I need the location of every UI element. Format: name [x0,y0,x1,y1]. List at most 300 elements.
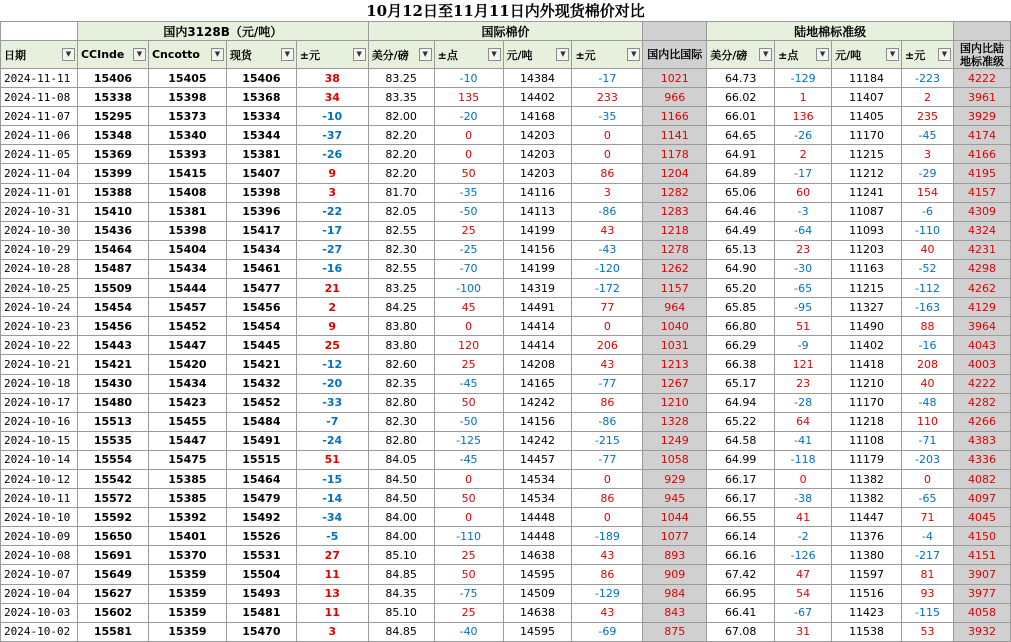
column-header-land-yuan[interactable] [832,41,902,69]
cell-intl-points[interactable]: 135 [434,88,503,107]
cell-intl-diff[interactable]: 43 [572,355,643,374]
cell-intl-cents[interactable]: 84.00 [368,527,434,546]
cell-land-cents[interactable]: 64.46 [707,202,775,221]
cell-intl-diff[interactable]: 43 [572,603,643,622]
cell-intl-cents[interactable]: 82.05 [368,202,434,221]
cell-intl-diff[interactable]: -215 [572,431,643,450]
cell-date[interactable]: 2024-11-04 [1,164,78,183]
cell-land-diff[interactable]: -6 [902,202,954,221]
cell-ratio-land[interactable]: 4309 [953,202,1010,221]
cell-intl-yuan[interactable]: 14509 [503,584,572,603]
cell-ratio-intl[interactable]: 1204 [643,164,707,183]
cell-date[interactable]: 2024-10-22 [1,336,78,355]
cell-spot[interactable]: 15421 [226,355,296,374]
cell-cncotton[interactable]: 15340 [148,126,226,145]
cell-ratio-intl[interactable]: 929 [643,469,707,488]
cell-spot[interactable]: 15334 [226,107,296,126]
cell-land-yuan[interactable]: 11179 [832,450,902,469]
cell-cncotton[interactable]: 15405 [148,69,226,88]
cell-intl-points[interactable]: 25 [434,603,503,622]
cell-spot-diff[interactable]: 2 [296,298,368,317]
column-header-intl-cents[interactable] [368,41,434,69]
cell-date[interactable]: 2024-10-15 [1,431,78,450]
cell-intl-cents[interactable]: 84.05 [368,450,434,469]
cell-spot-diff[interactable]: -7 [296,412,368,431]
cell-spot[interactable]: 15477 [226,279,296,298]
cell-spot-diff[interactable]: 9 [296,164,368,183]
cell-spot[interactable]: 15464 [226,469,296,488]
cell-intl-diff[interactable]: 43 [572,221,643,240]
cell-spot-diff[interactable]: -24 [296,431,368,450]
cell-intl-yuan[interactable]: 14448 [503,508,572,527]
cell-ratio-intl[interactable]: 1283 [643,202,707,221]
cell-intl-diff[interactable]: 0 [572,508,643,527]
cell-land-yuan[interactable]: 11241 [832,183,902,202]
cell-intl-diff[interactable]: 0 [572,145,643,164]
cell-cncotton[interactable]: 15392 [148,508,226,527]
cell-date[interactable]: 2024-10-24 [1,298,78,317]
cell-land-cents[interactable]: 64.49 [707,221,775,240]
filter-dropdown-icon[interactable]: ▼ [62,48,75,61]
cell-date[interactable]: 2024-10-17 [1,393,78,412]
cell-land-points[interactable]: 136 [775,107,832,126]
cell-ccindex[interactable]: 15513 [77,412,148,431]
cell-spot-diff[interactable]: 11 [296,603,368,622]
cell-date[interactable]: 2024-10-12 [1,469,78,488]
cell-land-diff[interactable]: -71 [902,431,954,450]
cell-land-yuan[interactable]: 11376 [832,527,902,546]
cell-spot[interactable]: 15491 [226,431,296,450]
cell-land-yuan[interactable]: 11423 [832,603,902,622]
cell-land-diff[interactable]: -223 [902,69,954,88]
cell-land-cents[interactable]: 66.01 [707,107,775,126]
cell-land-cents[interactable]: 64.73 [707,69,775,88]
cell-land-yuan[interactable]: 11184 [832,69,902,88]
cell-ratio-intl[interactable]: 1282 [643,183,707,202]
cell-date[interactable]: 2024-11-06 [1,126,78,145]
cell-ratio-intl[interactable]: 1031 [643,336,707,355]
cell-land-points[interactable]: -26 [775,126,832,145]
cell-spot[interactable]: 15470 [226,622,296,641]
cell-ratio-land[interactable]: 4129 [953,298,1010,317]
cell-ccindex[interactable]: 15602 [77,603,148,622]
cell-spot-diff[interactable]: 25 [296,336,368,355]
cell-intl-cents[interactable]: 83.35 [368,88,434,107]
cell-cncotton[interactable]: 15434 [148,259,226,278]
cell-land-yuan[interactable]: 11170 [832,126,902,145]
cell-ratio-intl[interactable]: 1213 [643,355,707,374]
cell-land-points[interactable]: 54 [775,584,832,603]
cell-intl-yuan[interactable]: 14319 [503,279,572,298]
cell-spot-diff[interactable]: 3 [296,183,368,202]
cell-date[interactable]: 2024-11-11 [1,69,78,88]
cell-ccindex[interactable]: 15454 [77,298,148,317]
cell-ccindex[interactable]: 15464 [77,240,148,259]
cell-spot[interactable]: 15504 [226,565,296,584]
cell-ratio-land[interactable]: 4043 [953,336,1010,355]
cell-intl-yuan[interactable]: 14242 [503,431,572,450]
cell-intl-cents[interactable]: 84.50 [368,469,434,488]
cell-land-points[interactable]: 2 [775,145,832,164]
cell-cncotton[interactable]: 15455 [148,412,226,431]
cell-intl-yuan[interactable]: 14638 [503,546,572,565]
cell-ccindex[interactable]: 15421 [77,355,148,374]
cell-land-diff[interactable]: -203 [902,450,954,469]
cell-intl-diff[interactable]: 86 [572,393,643,412]
cell-spot[interactable]: 15531 [226,546,296,565]
cell-intl-cents[interactable]: 83.25 [368,279,434,298]
cell-intl-diff[interactable]: -77 [572,450,643,469]
cell-land-cents[interactable]: 66.38 [707,355,775,374]
cell-ratio-intl[interactable]: 1157 [643,279,707,298]
cell-spot[interactable]: 15452 [226,393,296,412]
cell-intl-cents[interactable]: 83.25 [368,69,434,88]
cell-ccindex[interactable]: 15399 [77,164,148,183]
column-header-intl-diff[interactable] [572,41,643,69]
cell-ccindex[interactable]: 15410 [77,202,148,221]
cell-land-points[interactable]: 1 [775,88,832,107]
cell-land-cents[interactable]: 65.17 [707,374,775,393]
filter-dropdown-icon[interactable]: ▼ [938,48,951,61]
cell-land-yuan[interactable]: 11490 [832,317,902,336]
cell-ratio-land[interactable]: 4222 [953,374,1010,393]
cell-intl-yuan[interactable]: 14457 [503,450,572,469]
cell-intl-points[interactable]: -50 [434,202,503,221]
cell-spot[interactable]: 15456 [226,298,296,317]
cell-intl-cents[interactable]: 84.35 [368,584,434,603]
cell-land-points[interactable]: 51 [775,317,832,336]
cell-land-diff[interactable]: -115 [902,603,954,622]
cell-ratio-land[interactable]: 4097 [953,489,1010,508]
cell-land-cents[interactable]: 66.14 [707,527,775,546]
filter-dropdown-icon[interactable]: ▼ [353,48,366,61]
cell-land-cents[interactable]: 65.13 [707,240,775,259]
cell-ccindex[interactable]: 15295 [77,107,148,126]
cell-ratio-intl[interactable]: 966 [643,88,707,107]
cell-ccindex[interactable]: 15338 [77,88,148,107]
cell-intl-points[interactable]: -125 [434,431,503,450]
cell-ratio-intl[interactable]: 1262 [643,259,707,278]
cell-spot[interactable]: 15515 [226,450,296,469]
cell-land-yuan[interactable]: 11108 [832,431,902,450]
cell-land-diff[interactable]: 208 [902,355,954,374]
cell-spot[interactable]: 15396 [226,202,296,221]
cell-ccindex[interactable]: 15369 [77,145,148,164]
cell-intl-yuan[interactable]: 14203 [503,126,572,145]
cell-spot-diff[interactable]: -12 [296,355,368,374]
cell-intl-points[interactable]: 50 [434,565,503,584]
cell-ratio-intl[interactable]: 984 [643,584,707,603]
cell-intl-points[interactable]: -35 [434,183,503,202]
cell-land-cents[interactable]: 66.55 [707,508,775,527]
cell-ratio-land[interactable]: 3977 [953,584,1010,603]
cell-ratio-intl[interactable]: 909 [643,565,707,584]
cell-spot[interactable]: 15493 [226,584,296,603]
cell-land-yuan[interactable]: 11215 [832,145,902,164]
cell-land-points[interactable]: -28 [775,393,832,412]
cell-intl-points[interactable]: -20 [434,107,503,126]
cell-intl-yuan[interactable]: 14638 [503,603,572,622]
column-header-land-points[interactable] [775,41,832,69]
cell-intl-yuan[interactable]: 14208 [503,355,572,374]
cell-date[interactable]: 2024-10-04 [1,584,78,603]
cell-cncotton[interactable]: 15381 [148,202,226,221]
cell-ratio-intl[interactable]: 843 [643,603,707,622]
cell-intl-points[interactable]: -45 [434,450,503,469]
cell-spot-diff[interactable]: -20 [296,374,368,393]
cell-ratio-land[interactable]: 3907 [953,565,1010,584]
column-header-land-cents[interactable] [707,41,775,69]
cell-land-cents[interactable]: 66.17 [707,469,775,488]
cell-intl-yuan[interactable]: 14448 [503,527,572,546]
cell-land-points[interactable]: -65 [775,279,832,298]
cell-spot-diff[interactable]: -33 [296,393,368,412]
cell-intl-yuan[interactable]: 14156 [503,412,572,431]
cell-ccindex[interactable]: 15456 [77,317,148,336]
cell-cncotton[interactable]: 15475 [148,450,226,469]
cell-cncotton[interactable]: 15398 [148,221,226,240]
filter-dropdown-icon[interactable]: ▼ [211,48,224,61]
cell-spot-diff[interactable]: 51 [296,450,368,469]
cell-intl-diff[interactable]: 0 [572,126,643,145]
cell-land-diff[interactable]: 81 [902,565,954,584]
cell-ratio-land[interactable]: 4222 [953,69,1010,88]
cell-intl-diff[interactable]: 43 [572,546,643,565]
filter-dropdown-icon[interactable]: ▼ [133,48,146,61]
cell-ccindex[interactable]: 15487 [77,259,148,278]
cell-spot[interactable]: 15398 [226,183,296,202]
cell-intl-yuan[interactable]: 14491 [503,298,572,317]
cell-land-yuan[interactable]: 11210 [832,374,902,393]
cell-ccindex[interactable]: 15430 [77,374,148,393]
cell-intl-diff[interactable]: -120 [572,259,643,278]
cell-date[interactable]: 2024-10-14 [1,450,78,469]
cell-land-diff[interactable]: -52 [902,259,954,278]
cell-land-points[interactable]: -38 [775,489,832,508]
cell-intl-points[interactable]: 25 [434,221,503,240]
cell-land-points[interactable]: -9 [775,336,832,355]
cell-ratio-land[interactable]: 4150 [953,527,1010,546]
cell-spot[interactable]: 15454 [226,317,296,336]
cell-cncotton[interactable]: 15408 [148,183,226,202]
cell-land-yuan[interactable]: 11093 [832,221,902,240]
cell-ratio-land[interactable]: 3961 [953,88,1010,107]
cell-ratio-intl[interactable]: 1218 [643,221,707,240]
cell-intl-yuan[interactable]: 14168 [503,107,572,126]
cell-land-yuan[interactable]: 11163 [832,259,902,278]
filter-dropdown-icon[interactable]: ▼ [886,48,899,61]
cell-intl-diff[interactable]: -17 [572,69,643,88]
cell-ccindex[interactable]: 15649 [77,565,148,584]
cell-intl-yuan[interactable]: 14414 [503,336,572,355]
cell-spot[interactable]: 15461 [226,259,296,278]
cell-intl-points[interactable]: 50 [434,489,503,508]
cell-land-yuan[interactable]: 11516 [832,584,902,603]
cell-intl-diff[interactable]: 233 [572,88,643,107]
cell-intl-yuan[interactable]: 14595 [503,622,572,641]
column-header-spot-diff[interactable] [296,41,368,69]
cell-land-yuan[interactable]: 11170 [832,393,902,412]
cell-spot-diff[interactable]: 11 [296,565,368,584]
cell-intl-cents[interactable]: 82.20 [368,164,434,183]
cell-intl-diff[interactable]: -35 [572,107,643,126]
cell-date[interactable]: 2024-11-07 [1,107,78,126]
cell-land-cents[interactable]: 64.65 [707,126,775,145]
cell-intl-cents[interactable]: 82.20 [368,126,434,145]
cell-spot-diff[interactable]: 38 [296,69,368,88]
cell-intl-diff[interactable]: -129 [572,584,643,603]
cell-intl-cents[interactable]: 82.35 [368,374,434,393]
cell-land-points[interactable]: -41 [775,431,832,450]
cell-intl-diff[interactable]: -86 [572,412,643,431]
cell-land-diff[interactable]: 93 [902,584,954,603]
cell-land-yuan[interactable]: 11597 [832,565,902,584]
cell-land-points[interactable]: 31 [775,622,832,641]
cell-ratio-land[interactable]: 4266 [953,412,1010,431]
cell-intl-cents[interactable]: 82.55 [368,259,434,278]
cell-intl-points[interactable]: -50 [434,412,503,431]
cell-cncotton[interactable]: 15420 [148,355,226,374]
cell-cncotton[interactable]: 15447 [148,431,226,450]
cell-land-diff[interactable]: 235 [902,107,954,126]
cell-ratio-land[interactable]: 4157 [953,183,1010,202]
cell-date[interactable]: 2024-10-02 [1,622,78,641]
cell-ratio-intl[interactable]: 1058 [643,450,707,469]
filter-dropdown-icon[interactable]: ▼ [281,48,294,61]
cell-cncotton[interactable]: 15434 [148,374,226,393]
cell-land-points[interactable]: 41 [775,508,832,527]
cell-land-yuan[interactable]: 11327 [832,298,902,317]
cell-spot-diff[interactable]: 27 [296,546,368,565]
cell-land-diff[interactable]: 40 [902,240,954,259]
cell-intl-points[interactable]: -25 [434,240,503,259]
cell-date[interactable]: 2024-10-10 [1,508,78,527]
cell-land-yuan[interactable]: 11447 [832,508,902,527]
cell-intl-points[interactable]: 50 [434,164,503,183]
cell-ratio-intl[interactable]: 1178 [643,145,707,164]
cell-land-points[interactable]: -2 [775,527,832,546]
cell-intl-cents[interactable]: 81.70 [368,183,434,202]
cell-land-yuan[interactable]: 11407 [832,88,902,107]
filter-dropdown-icon[interactable]: ▼ [488,48,501,61]
cell-spot[interactable]: 15407 [226,164,296,183]
cell-cncotton[interactable]: 15359 [148,603,226,622]
cell-spot[interactable]: 15484 [226,412,296,431]
cell-intl-yuan[interactable]: 14402 [503,88,572,107]
cell-land-points[interactable]: -17 [775,164,832,183]
cell-land-diff[interactable]: 3 [902,145,954,164]
cell-land-yuan[interactable]: 11538 [832,622,902,641]
cell-ratio-land[interactable]: 4383 [953,431,1010,450]
cell-land-cents[interactable]: 66.29 [707,336,775,355]
cell-intl-points[interactable]: 0 [434,145,503,164]
cell-cncotton[interactable]: 15359 [148,622,226,641]
cell-spot[interactable]: 15434 [226,240,296,259]
cell-date[interactable]: 2024-10-23 [1,317,78,336]
cell-date[interactable]: 2024-11-08 [1,88,78,107]
cell-intl-cents[interactable]: 82.60 [368,355,434,374]
cell-cncotton[interactable]: 15452 [148,317,226,336]
cell-ccindex[interactable]: 15436 [77,221,148,240]
cell-land-diff[interactable]: 53 [902,622,954,641]
cell-land-cents[interactable]: 64.90 [707,259,775,278]
cell-land-yuan[interactable]: 11215 [832,279,902,298]
cell-land-diff[interactable]: -112 [902,279,954,298]
cell-intl-diff[interactable]: -86 [572,202,643,221]
cell-ratio-intl[interactable]: 1040 [643,317,707,336]
cell-ratio-intl[interactable]: 1141 [643,126,707,145]
cell-intl-points[interactable]: 0 [434,508,503,527]
cell-spot-diff[interactable]: 9 [296,317,368,336]
cell-land-diff[interactable]: -163 [902,298,954,317]
cell-ratio-intl[interactable]: 1044 [643,508,707,527]
cell-ccindex[interactable]: 15480 [77,393,148,412]
cell-spot-diff[interactable]: -37 [296,126,368,145]
cell-intl-points[interactable]: -70 [434,259,503,278]
cell-intl-yuan[interactable]: 14165 [503,374,572,393]
cell-land-cents[interactable]: 66.16 [707,546,775,565]
cell-spot[interactable]: 15368 [226,88,296,107]
column-header-intl-points[interactable] [434,41,503,69]
cell-intl-cents[interactable]: 82.55 [368,221,434,240]
cell-ratio-land[interactable]: 3929 [953,107,1010,126]
cell-land-yuan[interactable]: 11212 [832,164,902,183]
cell-land-points[interactable]: -67 [775,603,832,622]
column-header-cncotton[interactable] [148,41,226,69]
cell-intl-diff[interactable]: 77 [572,298,643,317]
cell-ccindex[interactable]: 15535 [77,431,148,450]
cell-ratio-land[interactable]: 4262 [953,279,1010,298]
cell-land-cents[interactable]: 65.20 [707,279,775,298]
cell-intl-yuan[interactable]: 14113 [503,202,572,221]
cell-intl-diff[interactable]: -69 [572,622,643,641]
cell-ratio-intl[interactable]: 1278 [643,240,707,259]
cell-ratio-land[interactable]: 4003 [953,355,1010,374]
cell-land-yuan[interactable]: 11382 [832,489,902,508]
cell-land-cents[interactable]: 64.94 [707,393,775,412]
cell-land-points[interactable]: -118 [775,450,832,469]
cell-ratio-intl[interactable]: 1267 [643,374,707,393]
cell-spot-diff[interactable]: -16 [296,259,368,278]
cell-land-cents[interactable]: 64.58 [707,431,775,450]
cell-land-cents[interactable]: 64.99 [707,450,775,469]
column-header-intl-yuan[interactable] [503,41,572,69]
cell-spot[interactable]: 15481 [226,603,296,622]
cell-intl-diff[interactable]: 3 [572,183,643,202]
cell-land-points[interactable]: 0 [775,469,832,488]
cell-date[interactable]: 2024-10-29 [1,240,78,259]
cell-ratio-intl[interactable]: 945 [643,489,707,508]
cell-land-diff[interactable]: -217 [902,546,954,565]
cell-intl-cents[interactable]: 84.50 [368,489,434,508]
cell-ccindex[interactable]: 15542 [77,469,148,488]
column-header-spot[interactable] [226,41,296,69]
cell-land-yuan[interactable]: 11203 [832,240,902,259]
cell-ccindex[interactable]: 15691 [77,546,148,565]
cell-land-diff[interactable]: -4 [902,527,954,546]
cell-spot[interactable]: 15445 [226,336,296,355]
cell-land-cents[interactable]: 66.95 [707,584,775,603]
cell-intl-diff[interactable]: -77 [572,374,643,393]
cell-land-cents[interactable]: 67.08 [707,622,775,641]
cell-intl-yuan[interactable]: 14534 [503,469,572,488]
cell-land-diff[interactable]: 0 [902,469,954,488]
cell-ratio-land[interactable]: 4174 [953,126,1010,145]
cell-ratio-land[interactable]: 4058 [953,603,1010,622]
cell-intl-diff[interactable]: -189 [572,527,643,546]
cell-intl-points[interactable]: 25 [434,355,503,374]
cell-spot-diff[interactable]: -34 [296,508,368,527]
